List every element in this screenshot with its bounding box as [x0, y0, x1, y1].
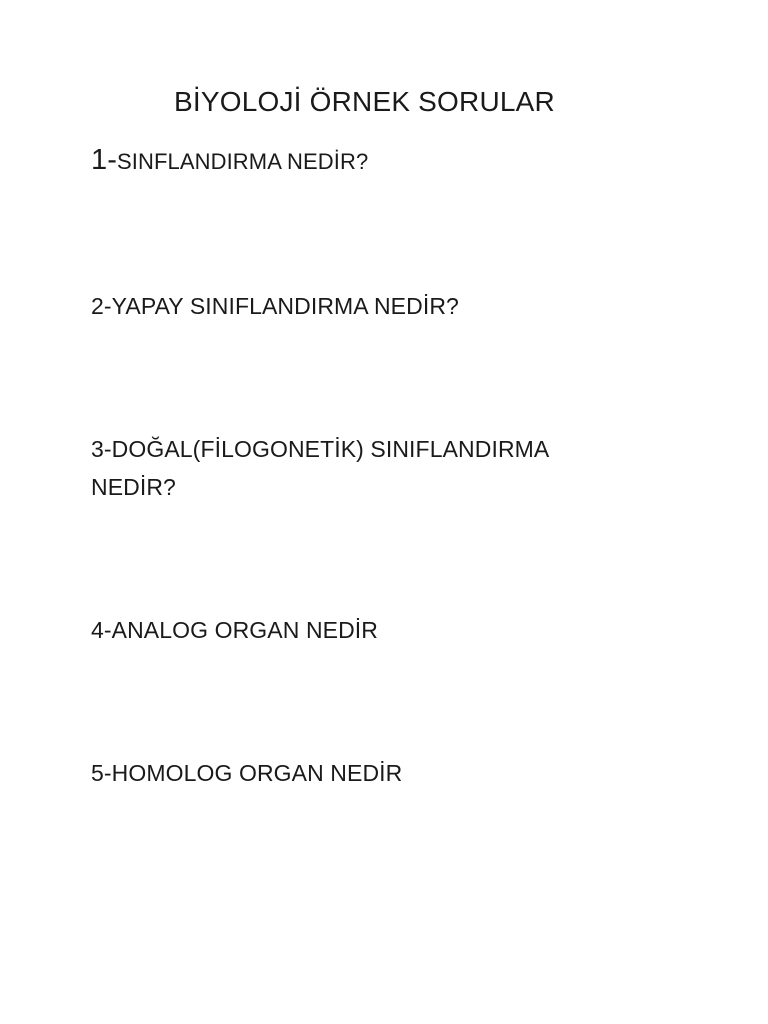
question-number: 1-: [91, 144, 117, 176]
question-number: 4-: [91, 617, 112, 643]
question-text: DOĞAL(FİLOGONETİK) SINIFLANDIRMA: [111, 436, 550, 462]
question-1: [91, 141, 368, 181]
question-number: 3-: [91, 436, 112, 462]
question-text: SINFLANDIRMA NEDİR?: [117, 149, 369, 174]
question-number: 2-: [91, 293, 112, 319]
question-text: HOMOLOG ORGAN NEDİR: [111, 760, 403, 786]
question-2: [91, 287, 459, 325]
question-text: ANALOG ORGAN NEDİR: [111, 617, 379, 643]
question-number: 5-: [91, 760, 112, 786]
question-4: [91, 611, 378, 649]
page-title: BİYOLOJİ ÖRNEK SORULAR: [174, 86, 555, 117]
question-5: [91, 754, 402, 792]
question-text: YAPAY SINIFLANDIRMA NEDİR?: [111, 293, 459, 319]
question-text-continued: NEDİR?: [91, 474, 176, 500]
question-3: [91, 430, 651, 506]
